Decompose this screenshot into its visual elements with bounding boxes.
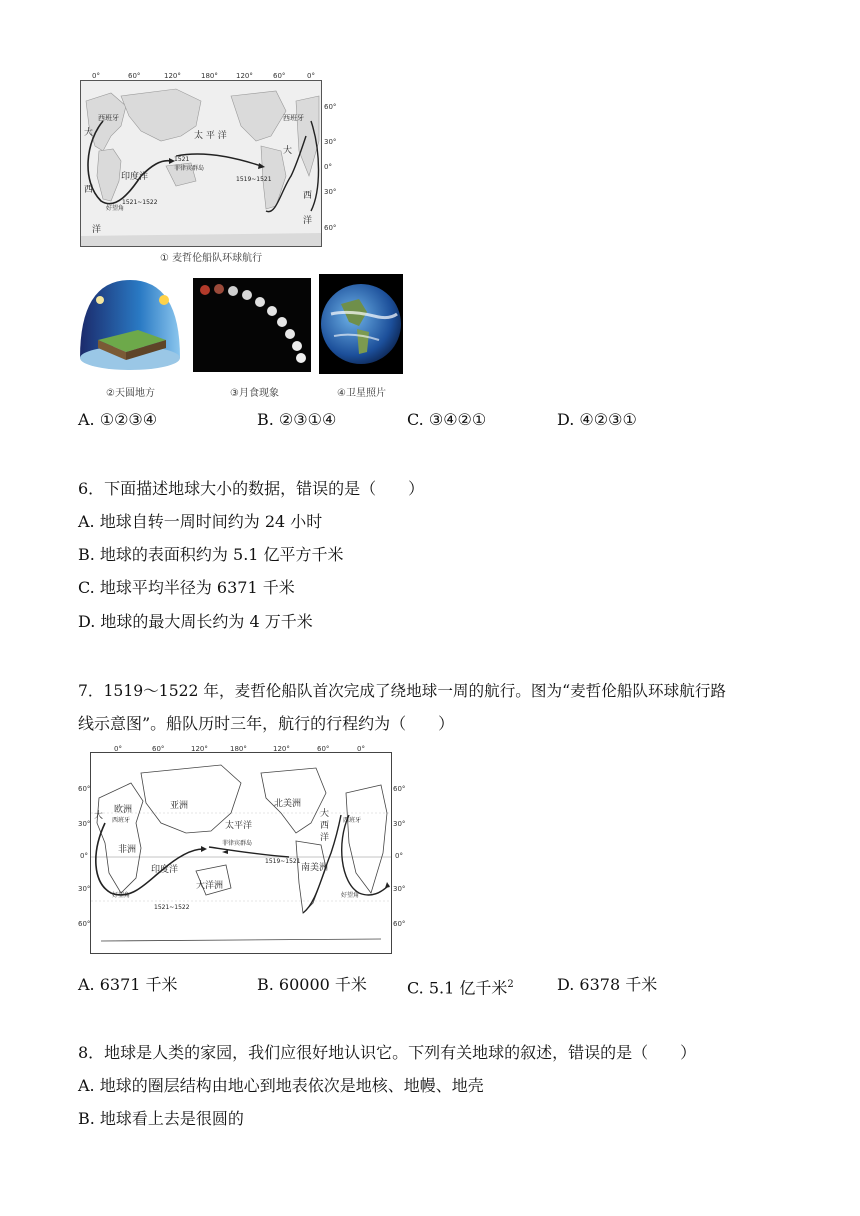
map1-right-tick: 60° (324, 103, 337, 111)
q7-stem-line2: 线示意图”。船队历时三年，航行的行程约为（ ） (78, 714, 455, 733)
map1-label-indian: 印度洋 (121, 172, 149, 182)
map1-right-tick: 60° (324, 224, 337, 232)
map2-label-spain-left: 西班牙 (112, 817, 131, 824)
map2-label-atlantic: 西 (320, 821, 330, 831)
q6-option-a[interactable]: A. 地球自转一周时间约为 24 小时 (78, 512, 323, 531)
q5-option-b[interactable]: B. ②③①④ (257, 410, 337, 429)
map1-label-spain-right: 西班牙 (283, 114, 304, 122)
tianyuan-difang-image (78, 278, 182, 372)
map1-top-tick: 0° (307, 72, 315, 80)
map2-top-tick: 0° (114, 745, 122, 753)
map1-top-tick: 180° (201, 72, 218, 80)
map2-label-africa: 非洲 (118, 845, 137, 855)
q8-stem: 8．地球是人类的家园，我们应很好地认识它。下列有关地球的叙述，错误的是（ ） (78, 1043, 697, 1062)
map1-top-tick: 0° (92, 72, 100, 80)
map1-label-atlantic: 洋 (92, 225, 102, 235)
map2-label-south-america: 南美洲 (301, 863, 329, 873)
map1-top-tick: 60° (128, 72, 141, 80)
figure-caption: ① 麦哲伦船队环球航行 (160, 253, 263, 264)
map1-label-route: 1521 (174, 156, 190, 163)
map2-right-tick: 60° (393, 785, 406, 793)
map1-label-atlantic: 西 (84, 185, 94, 195)
q7-stem-line1: 7．1519～1522 年，麦哲伦船队首次完成了绕地球一周的航行。图为“麦哲伦船队环球航行路 (78, 682, 727, 700)
q7-option-a[interactable]: A. 6371 千米 (78, 975, 178, 994)
q6-stem: 6．下面描述地球大小的数据，错误的是（ ） (78, 479, 425, 498)
map2-label-route: 1519~1521 (265, 858, 301, 865)
map2-label-asia: 亚洲 (170, 801, 189, 811)
map2-right-tick: 60° (393, 920, 406, 928)
map2-label-north-america: 北美洲 (274, 799, 302, 809)
map2-left-tick: 30° (78, 885, 91, 893)
q7-option-b[interactable]: B. 60000 千米 (257, 975, 367, 994)
map2-right-tick: 30° (393, 885, 406, 893)
map2-top-tick: 180° (230, 745, 247, 753)
q7-option-c[interactable] (407, 974, 514, 999)
map2-label-route: 1521~1522 (154, 904, 190, 911)
q5-option-a[interactable]: A. ①②③④ (78, 410, 158, 429)
map1-label-philippines: 菲律宾群岛 (174, 165, 205, 172)
map2-top-tick: 0° (357, 745, 365, 753)
lunar-eclipse-image (193, 278, 311, 372)
map2-left-tick: 60° (78, 785, 91, 793)
map2-label-indian: 印度洋 (151, 865, 179, 875)
q5-option-c[interactable]: C. ③④②① (407, 410, 487, 429)
map2-left-tick: 0° (80, 852, 88, 860)
map2-label-cape: 好望角 (341, 892, 360, 899)
map2-label-oceania: 大洋洲 (196, 881, 224, 891)
map2-label-spain-right: 西班牙 (343, 817, 362, 824)
map2-left-tick: 60° (78, 920, 91, 928)
map2-right-tick: 30° (393, 820, 406, 828)
map2-top-tick: 60° (317, 745, 330, 753)
map1-label-atlantic: 大 (283, 146, 293, 156)
q7-option-c-superscript: 2 (507, 979, 514, 990)
map1-top-tick: 120° (236, 72, 253, 80)
map1-label-route: 1521~1522 (122, 199, 158, 206)
map1-label-spain-left: 西班牙 (98, 114, 119, 122)
q6-option-b[interactable]: B. 地球的表面积约为 5.1 亿平方千米 (78, 545, 344, 564)
q6-option-d[interactable]: D. 地球的最大周长约为 4 万千米 (78, 612, 313, 631)
map2-label-atlantic: 洋 (320, 833, 330, 843)
figure-caption: ③月食现象 (230, 388, 279, 399)
map1-top-tick: 60° (273, 72, 286, 80)
map1-label-atlantic: 大 (84, 128, 94, 138)
q5-option-d[interactable]: D. ④②③① (557, 410, 637, 429)
figure-caption: ②天圆地方 (106, 388, 155, 399)
map2-label-atlantic: 大 (94, 811, 104, 821)
map1-label-atlantic: 西 (303, 191, 313, 201)
map2-label-cape: 好望角 (112, 892, 131, 899)
map1-label-cape: 好望角 (106, 205, 125, 212)
map2-label-philippines: 菲律宾群岛 (222, 840, 253, 847)
q6-option-c[interactable]: C. 地球平均半径为 6371 千米 (78, 578, 295, 597)
map1-right-tick: 30° (324, 138, 337, 146)
map1-label-atlantic: 洋 (303, 216, 313, 226)
q8-option-b[interactable]: B. 地球看上去是很圆的 (78, 1109, 244, 1128)
map1-top-tick: 120° (164, 72, 181, 80)
map1-label-pacific: 太 平 洋 (194, 131, 227, 141)
map2-right-tick: 0° (395, 852, 403, 860)
eclipse-phases (193, 278, 311, 372)
map2-label-pacific: 太平洋 (225, 821, 253, 831)
q7-option-c-text: C. 5.1 亿千米 (407, 978, 508, 998)
map2-label-atlantic: 大 (320, 809, 330, 819)
map2-left-tick: 30° (78, 820, 91, 828)
map1-label-route: 1519~1521 (236, 176, 272, 183)
map1-right-tick: 0° (324, 163, 332, 171)
satellite-photo-image (319, 274, 403, 374)
map1-right-tick: 30° (324, 188, 337, 196)
map2-top-tick: 120° (273, 745, 290, 753)
map2-top-tick: 60° (152, 745, 165, 753)
figure-caption: ④卫星照片 (337, 388, 386, 399)
q8-option-a[interactable]: A. 地球的圈层结构由地心到地表依次是地核、地幔、地壳 (78, 1076, 484, 1095)
map2-label-europe: 欧洲 (114, 805, 133, 815)
map2-top-tick: 120° (191, 745, 208, 753)
q7-option-d[interactable]: D. 6378 千米 (557, 975, 658, 994)
